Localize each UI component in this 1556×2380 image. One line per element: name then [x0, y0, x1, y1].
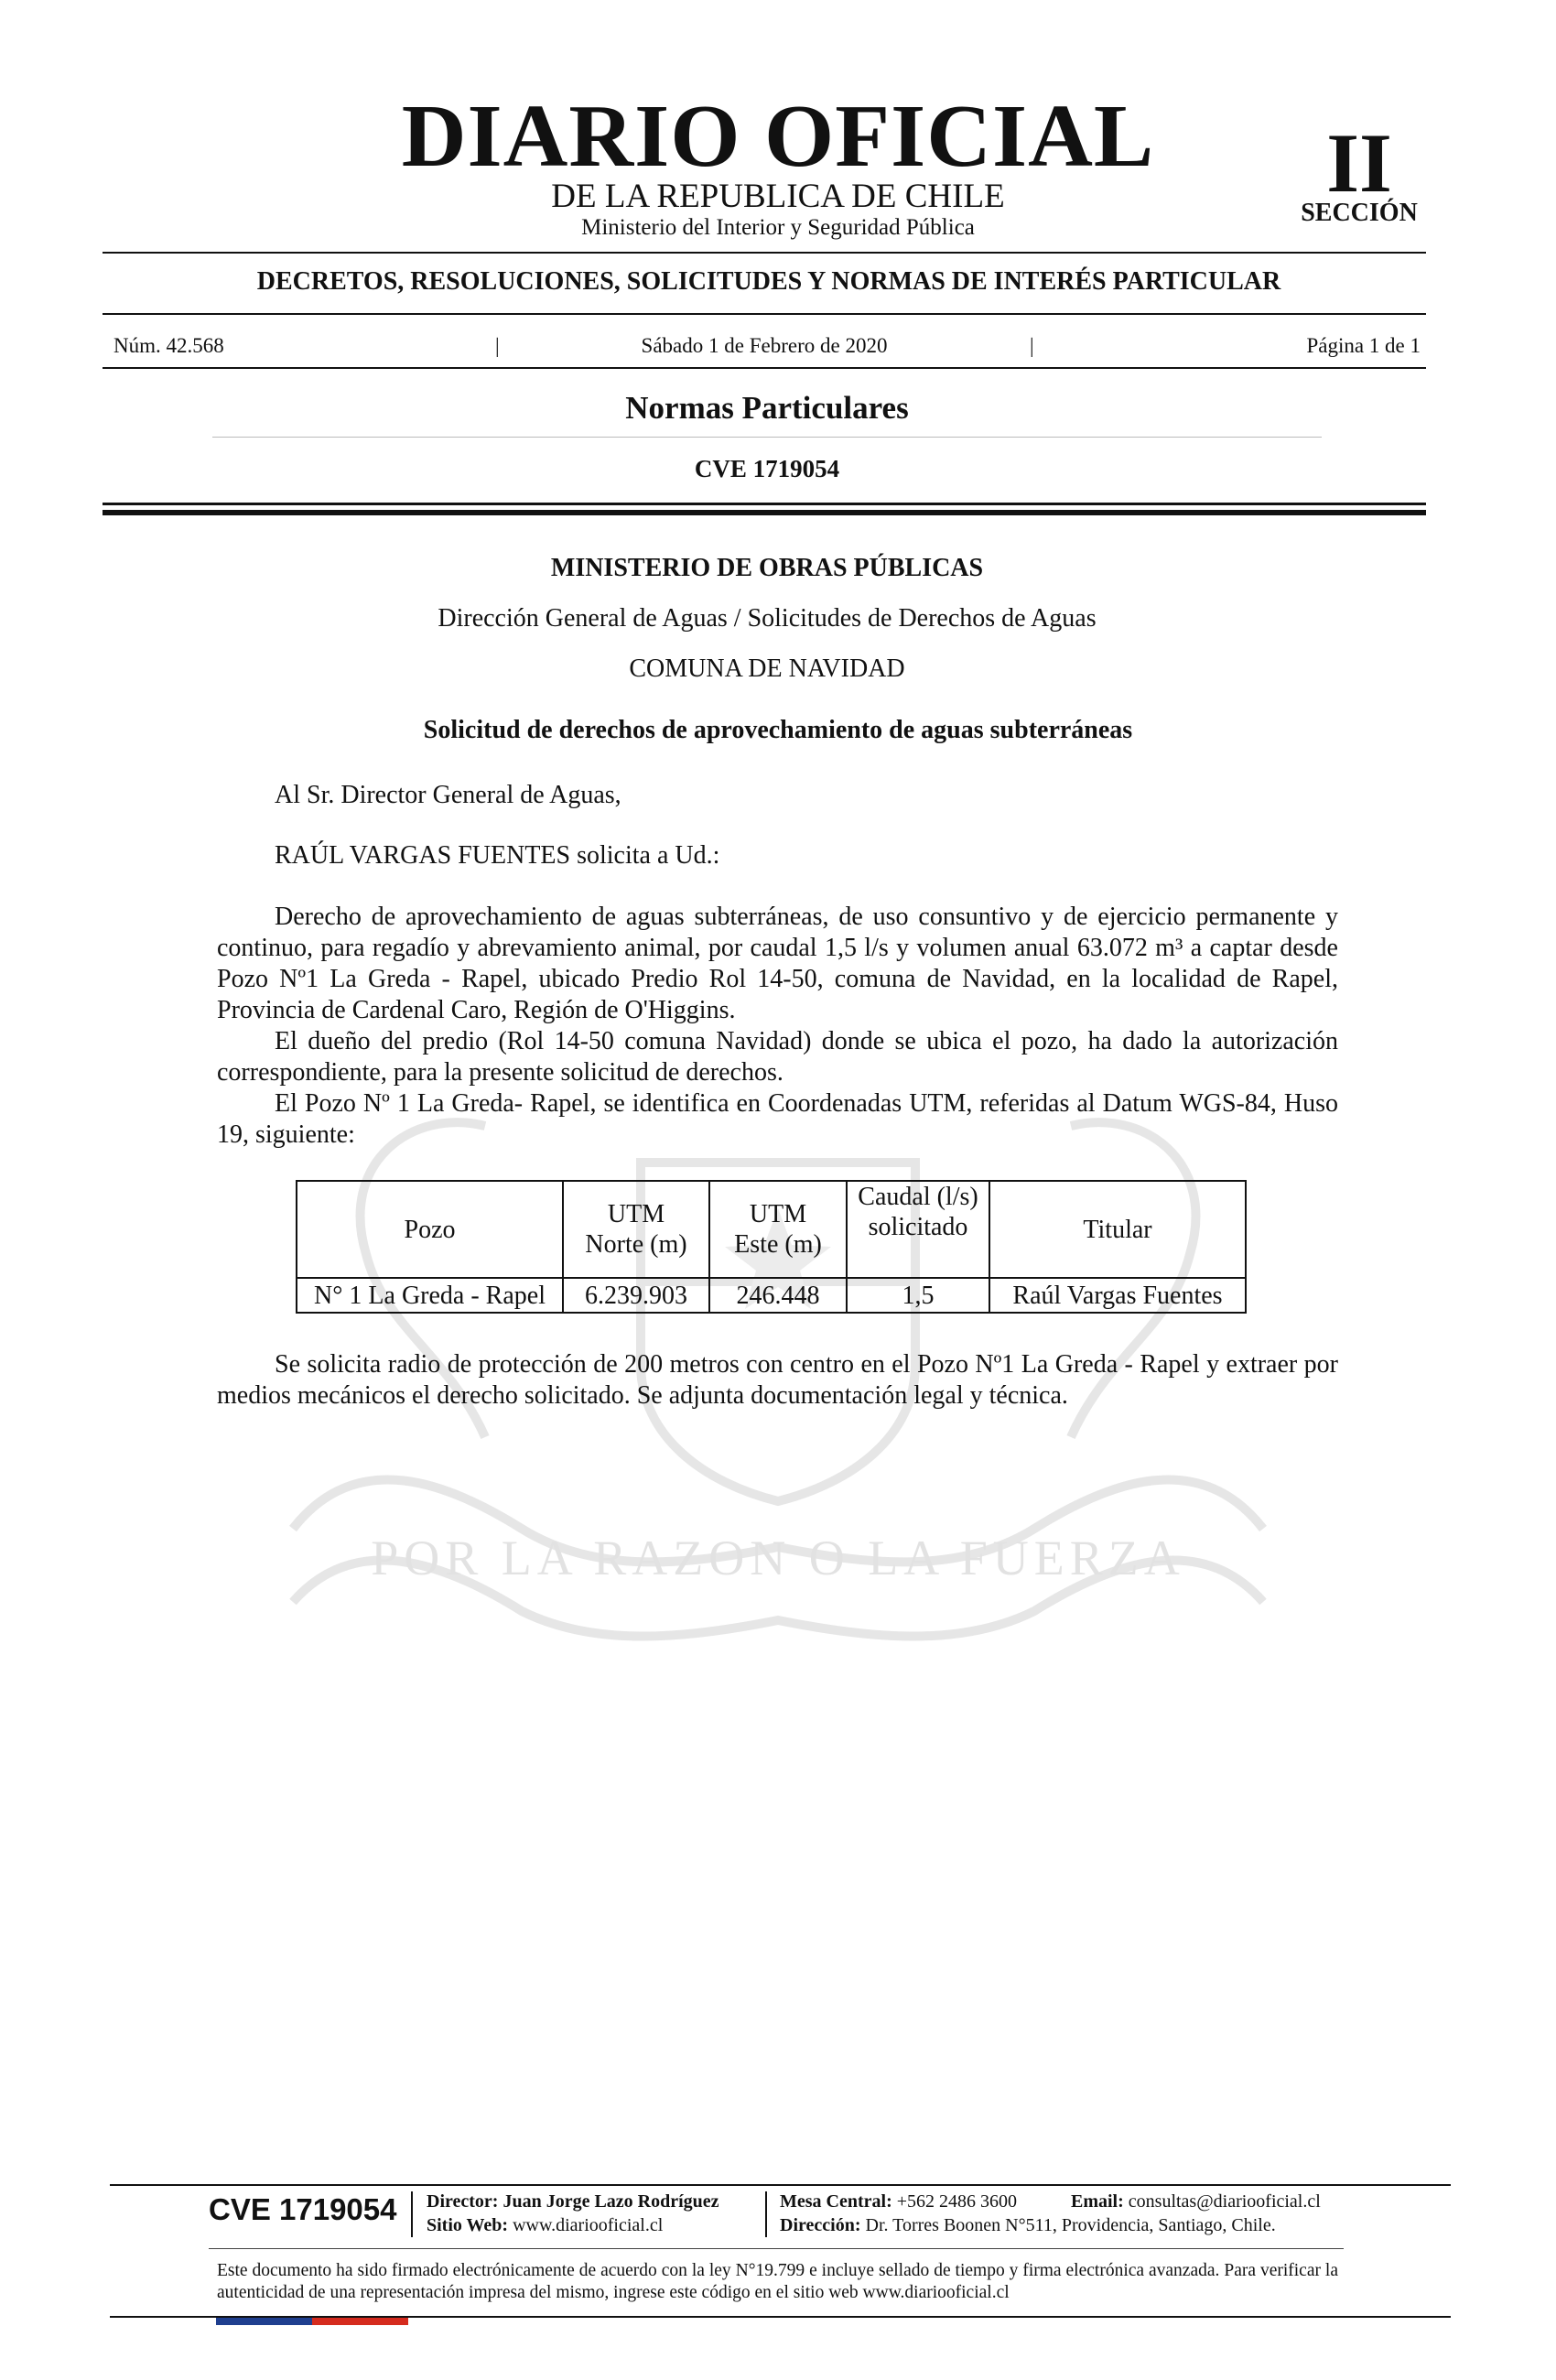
cell-caudal: 1,5 — [847, 1278, 989, 1313]
paragraph-3: El Pozo Nº 1 La Greda- Rapel, se identifica en Coordenadas UTM, referidas al Datum WGS-84, Huso 19, siguiente: — [217, 1089, 1338, 1149]
footer-director-label: Director: — [427, 2191, 499, 2212]
meta-separator: | — [1030, 334, 1034, 357]
header-utm-norte-line1: UTM — [607, 1200, 665, 1228]
section-title-underline — [212, 437, 1322, 438]
footer-web-label: Sitio Web: — [427, 2215, 509, 2235]
watermark-motto: POR LA RAZON O LA FUERZA — [371, 1531, 1185, 1585]
footer-director-name: Juan Jorge Lazo Rodríguez — [502, 2191, 719, 2212]
footer-address — [780, 2213, 1276, 2237]
section-band-title: DECRETOS, RESOLUCIONES, SOLICITUDES Y NORMAS DE INTERÉS PARTICULAR — [256, 267, 1281, 296]
header-rule-top — [103, 252, 1426, 254]
cve-double-rule-top — [103, 503, 1426, 505]
commune-line: COMUNA DE NAVIDAD — [629, 654, 905, 683]
footer-email-label: Email: — [1071, 2191, 1124, 2212]
meta-separator: | — [495, 334, 500, 357]
masthead-subtitle: DE LA REPUBLICA DE CHILE — [551, 178, 1005, 215]
cve-code: CVE 1719054 — [694, 455, 840, 482]
footer-phone-value: +562 2486 3600 — [896, 2191, 1018, 2212]
masthead-title: DIARIO OFICIAL — [401, 87, 1155, 186]
footer-rule-mid — [209, 2248, 1344, 2249]
header-pozo: Pozo — [297, 1181, 563, 1278]
header-titular: Titular — [989, 1181, 1246, 1278]
section-title: Normas Particulares — [625, 390, 909, 426]
paragraph-2: El dueño del predio (Rol 14-50 comuna Navidad) donde se ubica el pozo, ha dado la autorización correspondiente, para la presente solicitud de derechos. — [217, 1027, 1338, 1087]
cell-titular: Raúl Vargas Fuentes — [989, 1278, 1246, 1313]
table-header-row — [297, 1181, 1246, 1278]
paragraph-4: Se solicita radio de protección de 200 metros con centro en el Pozo Nº1 La Greda - Rapel y extraer por medios mecánicos el derecho solicitado. Se adjunta documentación legal y técnica. — [217, 1350, 1338, 1410]
footer-director — [427, 2190, 719, 2213]
footer-email — [1071, 2190, 1321, 2213]
flag-stripe-blue — [216, 2318, 312, 2325]
cell-pozo: N° 1 La Greda - Rapel — [297, 1278, 563, 1313]
page-indicator: Página 1 de 1 — [1306, 334, 1421, 357]
coordinates-table — [296, 1180, 1247, 1314]
footer-web — [427, 2213, 663, 2237]
cell-norte: 6.239.903 — [563, 1278, 709, 1313]
header-caudal-line1: Caudal (l/s) — [858, 1183, 978, 1211]
footer-email-link[interactable]: consultas@diariooficial.cl — [1128, 2191, 1321, 2212]
header-utm-este-line1: UTM — [749, 1200, 807, 1228]
issue-date: Sábado 1 de Febrero de 2020 — [641, 334, 888, 357]
salutation: Al Sr. Director General de Aguas, — [275, 781, 621, 809]
cell-este: 246.448 — [709, 1278, 847, 1313]
header-rule-bottom — [103, 367, 1426, 369]
header-caudal-line2: solicitado — [868, 1213, 968, 1241]
header-utm-este-line2: Este (m) — [734, 1230, 822, 1259]
section-number: II — [1326, 116, 1392, 210]
footer-phone-label: Mesa Central: — [780, 2191, 892, 2212]
direction-line: Dirección General de Aguas / Solicitudes de Derechos de Aguas — [438, 604, 1097, 633]
footer-disclaimer: Este documento ha sido firmado electrónicamente de acuerdo con la ley N°19.799 e incluye sellado de tiempo y firma electrónica avanzada. Para verificar la autenticidad de una representación impresa del mismo, ingrese este código en el sitio web www.diariooficial.cl — [217, 2261, 1338, 2302]
footer-phone — [780, 2190, 1017, 2213]
header-utm-norte-line2: Norte (m) — [585, 1230, 687, 1259]
section-label: SECCIÓN — [1301, 199, 1418, 227]
masthead-ministry: Ministerio del Interior y Seguridad Pública — [581, 215, 975, 240]
footer-divider — [411, 2191, 413, 2237]
ministry-heading: MINISTERIO DE OBRAS PÚBLICAS — [550, 554, 984, 582]
header-utm-este — [709, 1181, 847, 1278]
cve-double-rule-bottom — [103, 510, 1426, 515]
header-utm-norte — [563, 1181, 709, 1278]
issue-number: Núm. 42.568 — [113, 334, 224, 357]
footer-divider — [765, 2191, 767, 2237]
table-row — [297, 1278, 1246, 1313]
header-rule-mid — [103, 313, 1426, 315]
footer-address-value: Dr. Torres Boonen N°511, Providencia, Santiago, Chile. — [865, 2215, 1276, 2235]
footer-address-label: Dirección: — [780, 2215, 861, 2235]
applicant-line: RAÚL VARGAS FUENTES solicita a Ud.: — [275, 841, 720, 870]
footer-rule-top — [110, 2184, 1451, 2186]
footer-cve-code: CVE 1719054 — [209, 2192, 397, 2226]
header-caudal — [847, 1181, 989, 1278]
flag-stripe-red — [312, 2318, 408, 2325]
paragraph-1: Derecho de aprovechamiento de aguas subterráneas, de uso consuntivo y de ejercicio permanente y continuo, para regadío y abrevamiento animal, por caudal 1,5 l/s y volumen anual 63.072 m³ a captar desde Pozo Nº1 La Greda - Rapel, ubicado Predio Rol 14-50, comuna de Navidad, en la localidad de Rapel, Provincia de Cardenal Caro, Región de O'Higgins. — [217, 903, 1338, 1024]
request-title: Solicitud de derechos de aprovechamiento de aguas subterráneas — [423, 716, 1133, 744]
footer-web-link[interactable]: www.diariooficial.cl — [513, 2215, 664, 2235]
